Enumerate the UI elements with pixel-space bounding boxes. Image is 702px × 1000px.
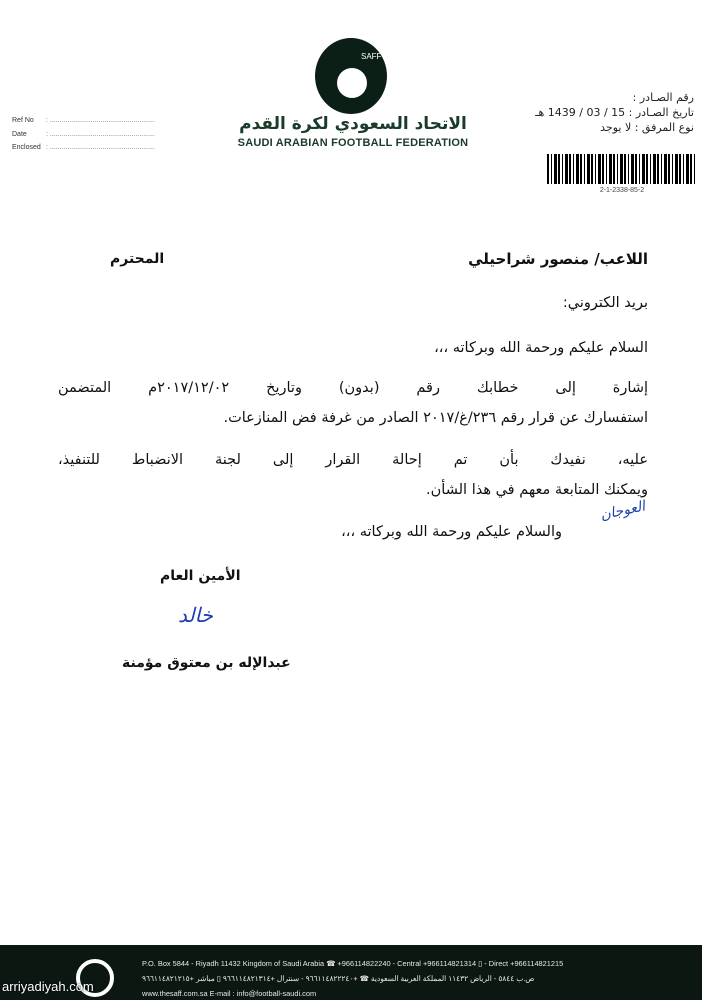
honorific: المحترم xyxy=(110,251,165,267)
greeting: السلام عليكم ورحمة الله وبركاته ،،، xyxy=(434,340,648,356)
para1-line2: استفسارك عن قرار رقم ٢٣٦/غ/٢٠١٧ الصادر من غرفة فض المنازعات. xyxy=(223,410,648,426)
footer xyxy=(0,945,702,1000)
issue-number: رقم الصـادر : xyxy=(632,91,694,104)
closing: والسلام عليكم ورحمة الله وبركاته ،،، xyxy=(341,524,562,540)
footer-address-en: P.O. Box 5844 - Riyadh 11432 Kingdom of Saudi Arabia ☎ +966114822240 - Central +966114821314 ▯ - Direct +966114821215 xyxy=(142,959,564,968)
attachment-type: نوع المرفق : لا يوجد xyxy=(600,121,694,134)
footer-address-ar: ص.ب ٥٨٤٤ - الرياض ١١٤٣٢ المملكة العربية السعودية ☎ +٩٦٦١١٤٨٢٢٢٤٠ - سنترال +٩٦٦١١٤٨٢١٣١٤ ▯ مباشر +٩٦٦١١٤٨٢١٢١٥ xyxy=(142,974,535,983)
para2-line2: ويمكنك المتابعة معهم في هذا الشأن. xyxy=(426,482,648,498)
signature: خالد xyxy=(178,603,214,627)
email-label: بريد الكتروني: xyxy=(562,295,648,311)
enclosed-field: Enclosed : ...................................................... xyxy=(12,144,155,151)
footer-web: www.thesaff.com.sa E-mail : info@football-saudi.com xyxy=(142,989,317,998)
date-field: Date : ...................................................... xyxy=(12,130,155,138)
handwritten-note: العوجان xyxy=(598,498,647,524)
recipient: اللاعب/ منصور شراحيلي xyxy=(468,250,648,268)
ref-no-field: Ref No : ...................................................... xyxy=(12,117,155,124)
watermark: arriyadiyah.com xyxy=(2,979,94,994)
signer-name: عبدالإله بن معتوق مؤمنة xyxy=(122,655,291,671)
org-name-ar: الاتحاد السعودي لكرة القدم xyxy=(239,114,467,134)
org-name-en: SAUDI ARABIAN FOOTBALL FEDERATION xyxy=(237,137,469,149)
ref-fields xyxy=(12,114,155,155)
barcode xyxy=(547,154,697,184)
issue-date: تاريخ الصـادر : 15 / 03 / 1439 هـ xyxy=(535,106,694,119)
para2-line1: عليه، نفيدك بأن تم إحالة القرار إلى لجنة الانضباط للتنفيذ، xyxy=(58,452,648,468)
signer-title: الأمين العام xyxy=(160,568,241,584)
saff-logo: SAFF xyxy=(315,38,387,114)
para1-line1: إشارة إلى خطابك رقم (بدون) وتاريخ ٢٠١٧/١٢/٠٢م المتضمن xyxy=(58,380,648,396)
barcode-number: 2-1-2338-85-2 xyxy=(599,187,645,194)
issue-info xyxy=(535,90,694,135)
